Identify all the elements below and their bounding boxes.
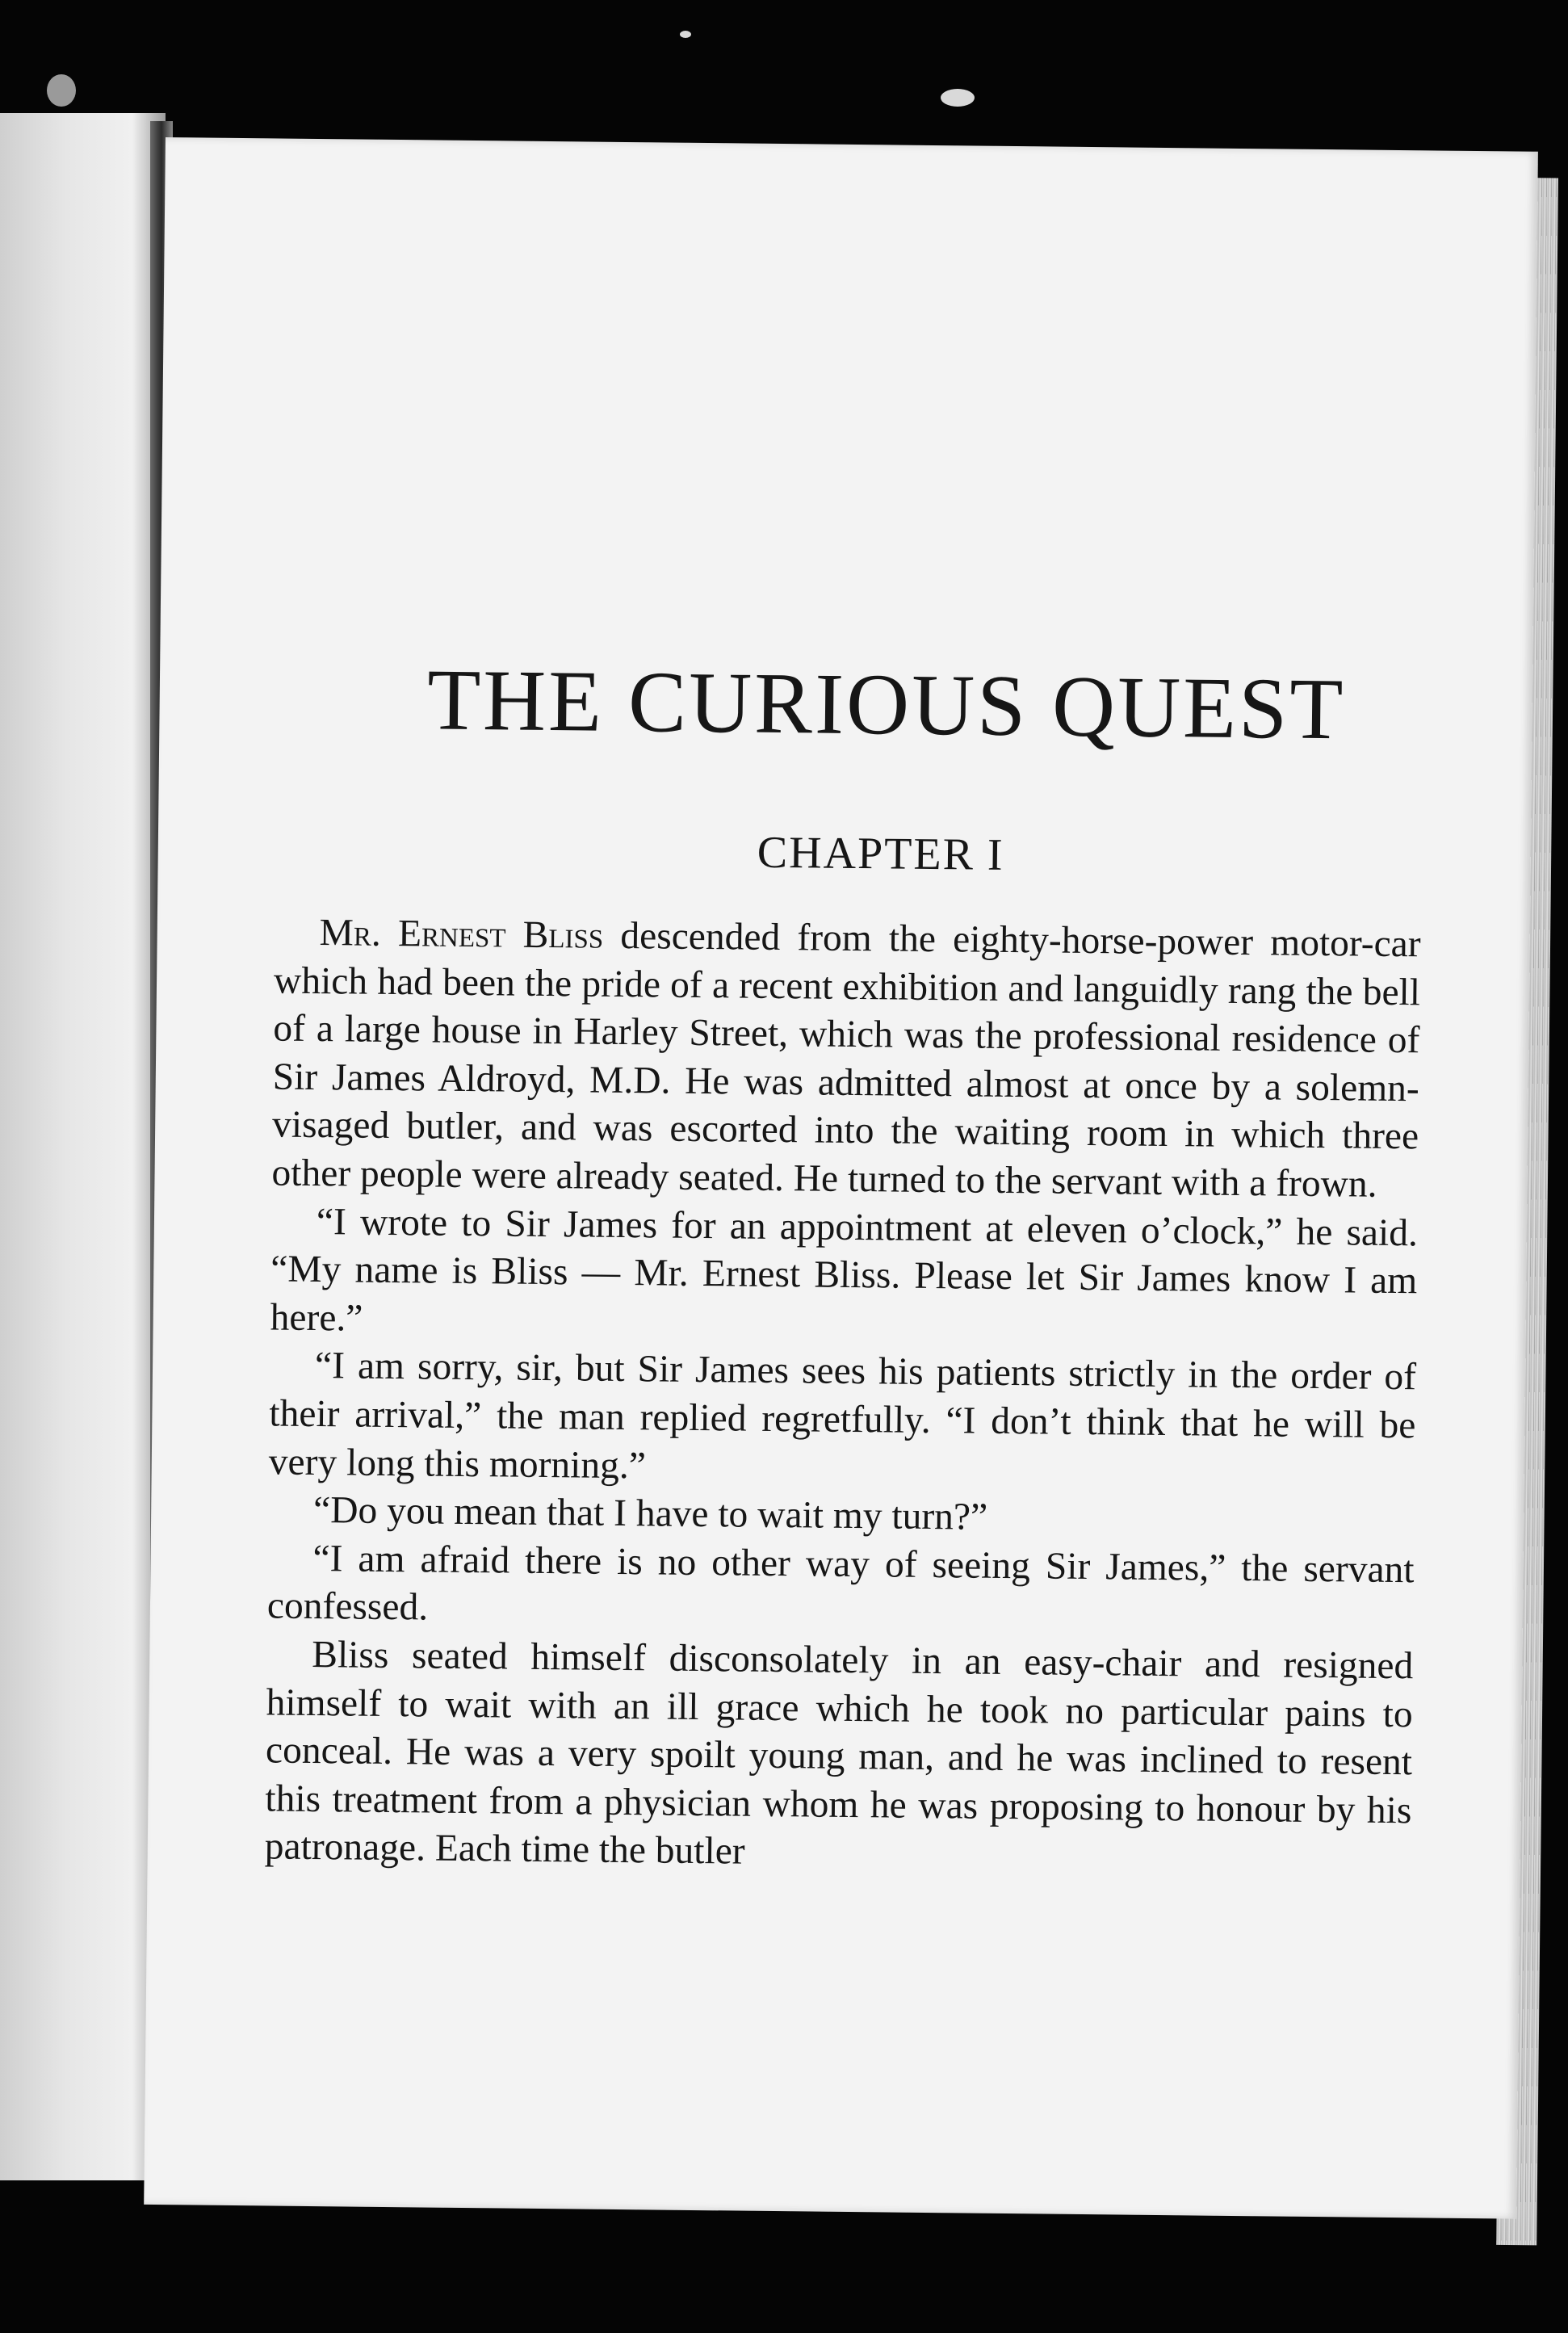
paragraph: “I am afraid there is no other way of seeing Sir James,” the servant confessed.	[266, 1537, 1415, 1629]
opening-paragraph-text: descended from the eighty-horse-power motor-car which had been the pride of a recent exhibition and languidly rang the bell of a large house in Harley Street, which was the professional residence of Sir James Aldroyd, M.D. He was admitted almost at once by a solemn-visaged butler, and was escorted into the waiting room in which three other people were already seated. He turned to the servant with a frown.	[271, 914, 1421, 1206]
paragraph: “Do you mean that I have to wait my turn?”	[312, 1489, 988, 1538]
page-text-block	[265, 518, 1425, 1883]
paragraph: “I am sorry, sir, but Sir James sees his patients strictly in the order of their arrival,” the man replied regretfully. “I don’t think that he will be very long this morning.”	[268, 1345, 1417, 1487]
dust-speck	[680, 31, 691, 38]
previous-page-edge	[0, 113, 166, 2180]
opening-small-caps: Mr. Ernest Bliss	[319, 912, 604, 957]
paragraph: “I wrote to Sir James for an appointment at eleven o’clock,” he said. “My name is Bliss — Mr. Ernest Bliss. Please let Sir James know I am here.”	[270, 1200, 1419, 1340]
dust-speck	[47, 74, 76, 107]
paragraph: Bliss seated himself disconsolately in an easy-chair and resigned himself to wait with an ill grace which he took no particular pains to conceal. He was a very spoilt young man, and he was inclined to resent this treatment from a physician whom he was proposing to honour by his patronage. Each time the butler	[264, 1633, 1414, 1873]
dust-speck	[941, 89, 975, 107]
book-page	[144, 137, 1538, 2219]
book-title: THE CURIOUS QUEST	[426, 652, 1346, 758]
body-text	[265, 908, 1421, 1883]
chapter-heading: CHAPTER I	[757, 827, 1004, 880]
opening-paragraph	[271, 908, 1421, 1209]
